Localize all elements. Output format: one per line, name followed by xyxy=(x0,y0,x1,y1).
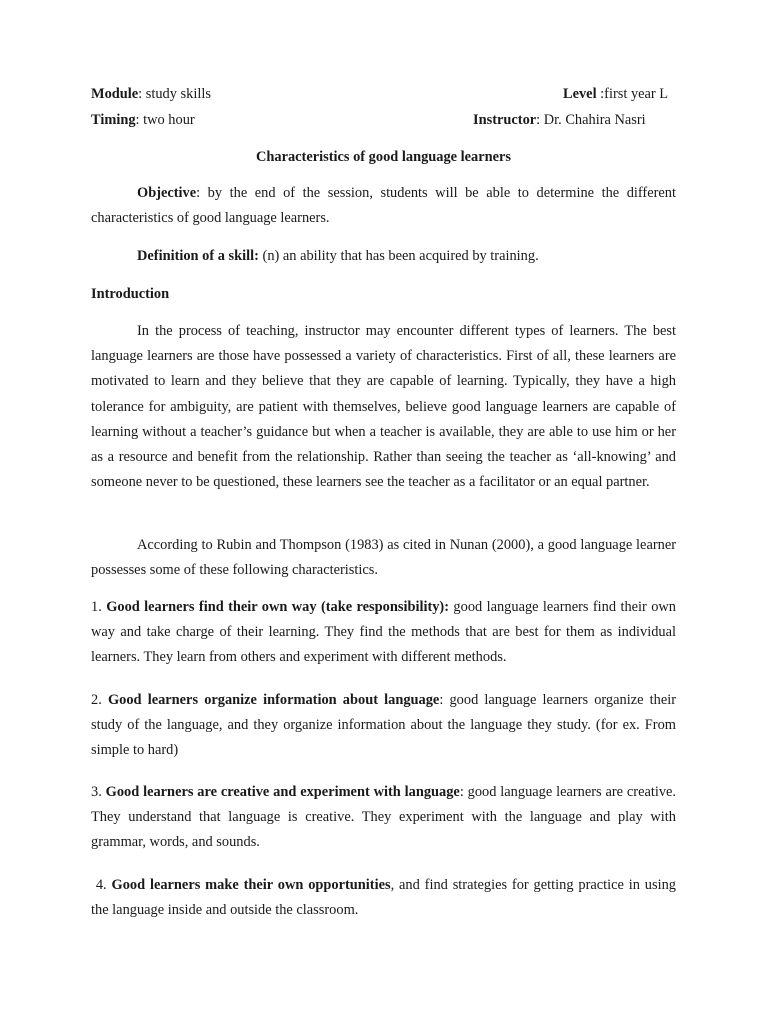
module-value: : study skills xyxy=(138,86,211,102)
item-text: : good language learners organize their study of the language, and they organize information about the language they study. (for ex. From simple to hard) xyxy=(91,692,677,759)
item-label: Good learners make their own opportunities xyxy=(111,877,391,893)
list-item xyxy=(91,595,676,671)
item-label: Good learners organize information about language xyxy=(107,692,440,708)
definition-paragraph xyxy=(91,244,676,269)
timing-label: Timing xyxy=(91,112,136,128)
item-label: Good learners find their own way (take responsibility): xyxy=(106,599,450,615)
list-item xyxy=(91,780,676,856)
item-number: 3. xyxy=(91,784,106,800)
instructor-value: : Dr. Chahira Nasri xyxy=(536,112,646,128)
according-paragraph: According to Rubin and Thompson (1983) as cited in Nunan (2000), a good language learner possesses some of these following characteristics. xyxy=(91,537,676,579)
timing-field xyxy=(91,110,195,130)
objective-text: : by the end of the session, students will be able to determine the different characteristics of good language learners. xyxy=(91,185,676,227)
item-number: 2. xyxy=(91,692,108,708)
item-label: Good learners are creative and experiment with language xyxy=(105,784,460,800)
item-text: : good language learners are creative. They understand that language is creative. They experiment with the language and play with grammar, words, and sounds. xyxy=(91,784,677,851)
header-row-2 xyxy=(91,110,676,130)
definition-label: Definition of a skill: xyxy=(137,248,259,264)
instructor-label: Instructor xyxy=(473,112,537,128)
module-field xyxy=(91,84,211,104)
item-number: 4. xyxy=(91,877,112,893)
document-title: Characteristics of good language learners xyxy=(256,149,511,165)
level-label: Level xyxy=(563,86,597,102)
item-text: good language learners find their own way and take charge of their learning. They find the methods that are best for them as individual learners. They learn from others and experiment with different methods. xyxy=(91,599,676,666)
list-item xyxy=(91,873,676,923)
objective-paragraph xyxy=(91,181,676,231)
item-text: , and find strategies for getting practice in using the language inside and outside the classroom. xyxy=(91,877,676,919)
introduction-heading: Introduction xyxy=(91,286,170,302)
timing-value: : two hour xyxy=(135,112,195,128)
level-field xyxy=(563,84,668,104)
intro-paragraph: In the process of teaching, instructor may encounter different types of learners. The best language learners are those have possessed a variety of characteristics. First of all, these learners are motivated to learn and they believe that they are capable of learning. Typically, they have a high tolerance for ambiguity, are patient with themselves, believe good language learners are capable of learning without a teacher’s guidance but when a teacher is available, they are able to use him or her as a resource and benefit from the relationship. Rather than seeing the teacher as ‘all-knowing’ and someone never to be questioned, these learners see the teacher as a facilitator or an equal partner. xyxy=(91,323,676,491)
module-label: Module xyxy=(91,86,139,102)
instructor-field xyxy=(473,110,646,130)
item-number: 1. xyxy=(91,599,107,615)
level-value: :first year L xyxy=(596,86,669,102)
definition-text: (n) an ability that has been acquired by training. xyxy=(258,248,539,264)
list-item xyxy=(91,688,676,764)
objective-label: Objective xyxy=(137,185,197,201)
header-row-1 xyxy=(91,84,676,104)
